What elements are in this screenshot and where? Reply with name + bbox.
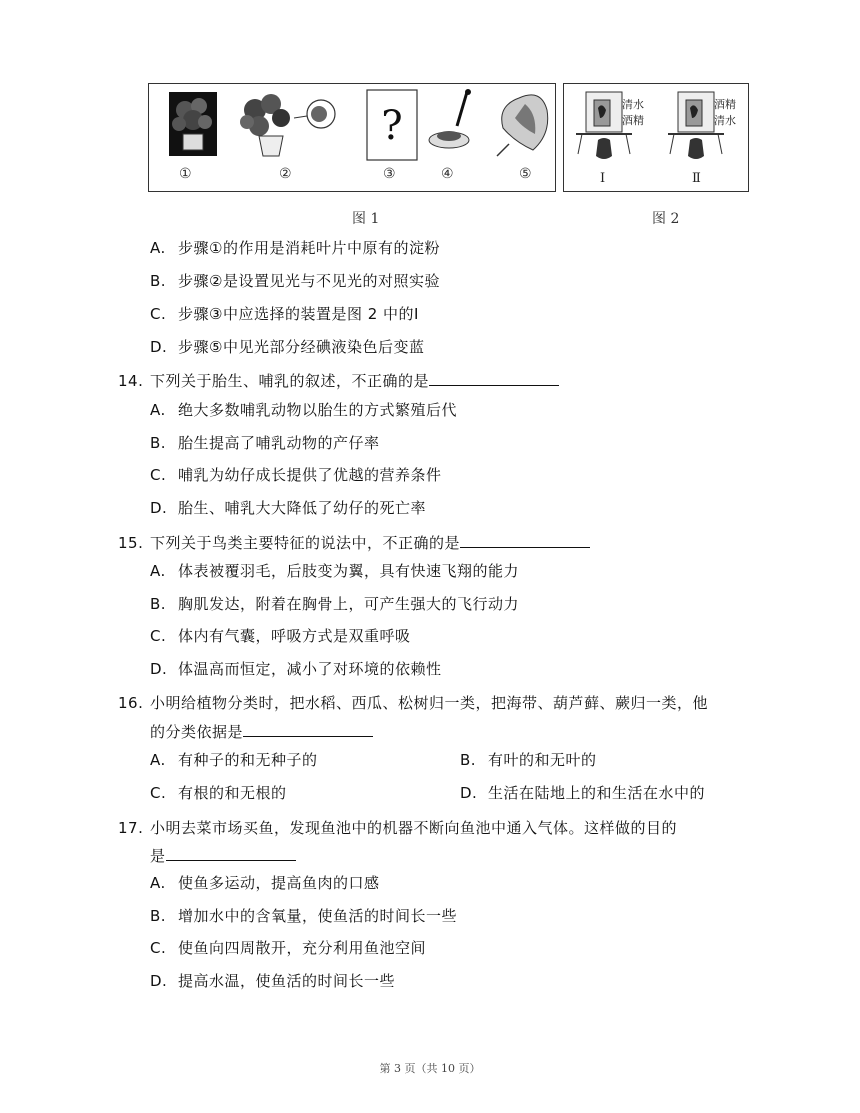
option-letter: A.	[150, 401, 166, 419]
q14-option-a	[150, 400, 457, 420]
answer-blank[interactable]	[243, 722, 373, 737]
figure-1-box	[148, 83, 556, 192]
option-text: 使鱼多运动，提高鱼肉的口感	[178, 874, 380, 892]
option-letter: B.	[150, 434, 167, 452]
option-letter: A.	[150, 562, 166, 580]
option-text: 步骤①的作用是消耗叶片中原有的淀粉	[178, 239, 440, 257]
q15-option-a	[150, 561, 519, 581]
option-letter: A.	[150, 874, 166, 892]
q14-option-d	[150, 498, 426, 518]
question-stem: 小明去菜市场买鱼，发现鱼池中的机器不断向鱼池中通入气体。这样做的目的	[150, 819, 678, 837]
option-letter: C.	[150, 627, 167, 645]
answer-blank[interactable]	[460, 533, 590, 548]
option-letter: C.	[150, 784, 167, 802]
setup-II-inner-label: 清水	[714, 114, 736, 127]
q16-option-a	[150, 750, 318, 770]
q17-option-c	[150, 938, 426, 958]
covered-leaf-plant-image	[240, 94, 335, 156]
setup-I-inner-label: 酒精	[622, 114, 644, 127]
step-label-4: ④	[441, 166, 454, 182]
option-text: 有根的和无根的	[178, 784, 287, 802]
q14-option-c	[150, 465, 442, 485]
answer-blank[interactable]	[166, 846, 296, 861]
question-stem: 下列关于鸟类主要特征的说法中，不正确的是	[150, 534, 461, 552]
q16-stem-line1	[118, 693, 708, 713]
question-number: 16.	[118, 694, 144, 712]
option-text: 步骤③中应选择的装置是图 2 中的Ⅰ	[178, 305, 419, 323]
q15-stem	[118, 533, 590, 553]
figure-2-box	[563, 83, 749, 192]
option-text: 步骤⑤中见光部分经碘液染色后变蓝	[178, 338, 425, 356]
option-text: 胸肌发达，附着在胸骨上，可产生强大的飞行动力	[178, 595, 520, 613]
step-label-2: ②	[279, 166, 292, 182]
stained-leaf-image	[497, 95, 548, 156]
option-letter: D.	[150, 338, 168, 356]
option-text: 胎生、哺乳大大降低了幼仔的死亡率	[178, 499, 427, 517]
step-label-3: ③	[383, 166, 396, 182]
q15-option-b	[150, 594, 519, 614]
q17-option-b	[150, 906, 457, 926]
q16-option-b	[460, 750, 597, 770]
q13-option-d	[150, 337, 424, 357]
setup-II-outer-label: 酒精	[714, 98, 736, 111]
option-letter: D.	[460, 784, 478, 802]
q17-stem-line1	[118, 818, 677, 838]
option-letter: B.	[460, 751, 477, 769]
option-text: 哺乳为幼仔成长提供了优越的营养条件	[178, 466, 442, 484]
q16-option-d	[460, 783, 705, 803]
answer-blank[interactable]	[429, 371, 559, 386]
option-letter: B.	[150, 907, 167, 925]
step-label-5: ⑤	[519, 166, 532, 182]
option-letter: B.	[150, 272, 167, 290]
option-text: 增加水中的含氧量，使鱼活的时间长一些	[178, 907, 458, 925]
q15-option-d	[150, 659, 442, 679]
setup-I-outer-label: 清水	[622, 98, 644, 111]
dark-potted-plant-image	[169, 92, 217, 156]
option-text: 胎生提高了哺乳动物的产仔率	[178, 434, 380, 452]
question-stem: 小明给植物分类时，把水稻、西瓜、松树归一类，把海带、葫芦藓、蕨归一类，他	[150, 694, 709, 712]
question-number: 15.	[118, 534, 144, 552]
dish-dropper-image	[429, 89, 471, 148]
question-number: 14.	[118, 372, 144, 390]
q16-stem-line2	[150, 722, 373, 742]
option-text: 有种子的和无种子的	[178, 751, 318, 769]
option-letter: D.	[150, 499, 168, 517]
q17-option-a	[150, 873, 380, 893]
q13-option-b	[150, 271, 440, 291]
option-letter: A.	[150, 239, 166, 257]
q14-option-b	[150, 433, 380, 453]
step-label-1: ①	[179, 166, 192, 182]
option-text: 有叶的和无叶的	[488, 751, 597, 769]
question-stem: 下列关于胎生、哺乳的叙述，不正确的是	[150, 372, 430, 390]
setup-II-label: Ⅱ	[692, 171, 701, 186]
option-text: 使鱼向四周散开，充分利用鱼池空间	[178, 939, 427, 957]
figure-1-illustrations	[149, 84, 555, 191]
q17-stem-line2	[150, 846, 296, 866]
question-stem-cont: 的分类依据是	[150, 723, 244, 741]
option-text: 提高水温，使鱼活的时间长一些	[178, 972, 396, 990]
option-text: 绝大多数哺乳动物以胎生的方式繁殖后代	[178, 401, 458, 419]
figure-2-caption: 图 2	[652, 211, 680, 227]
option-text: 体内有气囊，呼吸方式是双重呼吸	[178, 627, 411, 645]
figure-2-illustrations	[564, 84, 748, 191]
page-footer: 第 3 页（共 10 页）	[379, 1062, 481, 1075]
option-letter: C.	[150, 305, 167, 323]
option-text: 生活在陆地上的和生活在水中的	[488, 784, 706, 802]
q15-option-c	[150, 626, 411, 646]
option-letter: B.	[150, 595, 167, 613]
option-text: 体表被覆羽毛，后肢变为翼，具有快速飞翔的能力	[178, 562, 520, 580]
option-letter: A.	[150, 751, 166, 769]
figure-1-caption: 图 1	[352, 211, 380, 227]
q13-option-a	[150, 238, 440, 258]
setup-I-label: Ⅰ	[600, 171, 606, 186]
q16-option-c	[150, 783, 287, 803]
option-letter: D.	[150, 972, 168, 990]
q17-option-d	[150, 971, 395, 991]
option-letter: D.	[150, 660, 168, 678]
question-number: 17.	[118, 819, 144, 837]
option-letter: C.	[150, 466, 167, 484]
q14-stem	[118, 371, 559, 391]
question-stem-cont: 是	[150, 847, 166, 865]
option-text: 体温高而恒定，减小了对环境的依赖性	[178, 660, 442, 678]
option-letter: C.	[150, 939, 167, 957]
option-text: 步骤②是设置见光与不见光的对照实验	[178, 272, 440, 290]
q13-option-c	[150, 304, 419, 324]
question-mark: ?	[381, 103, 403, 149]
